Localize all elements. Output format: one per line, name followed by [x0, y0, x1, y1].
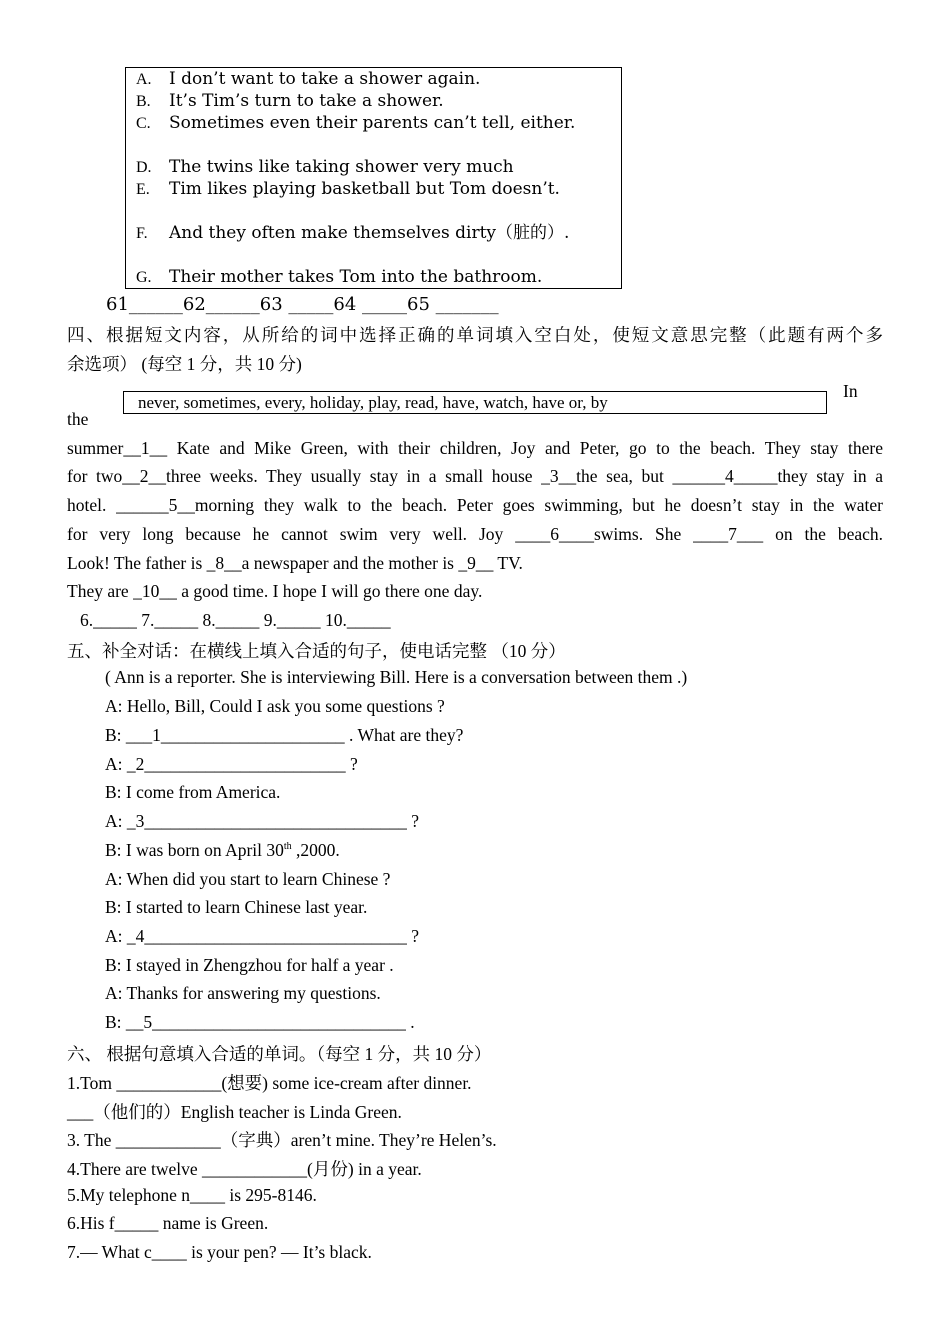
dialog-line-8: B: I started to learn Chinese last year. [105, 897, 368, 917]
fill-item-1: 1.Tom ____________(想要) some ice-cream after dinner. [67, 1073, 472, 1093]
passage-line-6: They are _10__ a good time. I hope I will go there one day. [67, 581, 483, 601]
dialog-line-11: A: Thanks for answering my questions. [105, 983, 381, 1003]
section4-answers: 6._____ 7._____ 8._____ 9._____ 10._____ [80, 610, 391, 630]
passage-line-2: for two__2__three weeks. They usually stay in a small house _3__the sea, but ______4_____they stay in a [67, 466, 883, 486]
dialog-line-5: A: _3______________________________ ? [105, 811, 420, 831]
section5-title: 五、补全对话：在横线上填入合适的句子，使电话完整 （10 分） [67, 641, 566, 661]
passage-line-3: hotel. ______5__morning they walk to the beach. Peter goes swimming, but he doesn’t stay in the water [67, 495, 883, 515]
fill-item-7: 7.— What c____ is your pen? — It’s black. [67, 1242, 372, 1262]
passage-line-4: for very long because he cannot swim very well. Joy ____6____swims. She ____7___ on the beach. [67, 524, 883, 544]
fill-item-5: 5.My telephone n____ is 295-8146. [67, 1185, 317, 1205]
option-c: C. Sometimes even their parents can’t tell, either. [136, 113, 576, 133]
fill-item-2: ___（他们的）English teacher is Linda Green. [67, 1102, 402, 1122]
dialog-line-9: A: _4______________________________ ? [105, 926, 420, 946]
option-f: F. And they often make themselves dirty（脏的）. [136, 223, 570, 243]
dialog-line-10: B: I stayed in Zhengzhou for half a year . [105, 955, 394, 975]
fill-item-3: 3. The ____________（字典）aren’t mine. They’re Helen’s. [67, 1130, 497, 1150]
dialog-line-2: B: ___1_____________________ . What are they? [105, 725, 464, 745]
dialog-line-6: B: I was born on April 30th ,2000. [105, 840, 340, 860]
section4-title: 四、根据短文内容，从所给的词中选择正确的单词填入空白处，使短文意思完整（此题有两个多 [67, 325, 883, 345]
option-g: G.Their mother takes Tom into the bathroom. [136, 267, 543, 287]
dialog-line-12: B: __5_____________________________ . [105, 1012, 415, 1032]
option-b: B. It’s Tim’s turn to take a shower. [136, 91, 444, 111]
word-bank: never, sometimes, every, holiday, play, read, have, watch, have or, by [123, 391, 827, 414]
dialog-line-4: B: I come from America. [105, 782, 281, 802]
section4-title-2: 余选项） (每空 1 分，共 10 分) [67, 354, 302, 374]
option-d: D.The twins like taking shower very much [136, 157, 514, 177]
answer-line-61-65: 61______62______63 _____64 _____65 _______ [106, 294, 499, 315]
fill-item-4: 4.There are twelve ____________(月份) in a year. [67, 1159, 422, 1179]
in-word: In [843, 381, 858, 401]
dialog-line-7: A: When did you start to learn Chinese ? [105, 869, 391, 889]
fill-item-6: 6.His f_____ name is Green. [67, 1213, 269, 1233]
passage-line-1: summer__1__ Kate and Mike Green, with their children, Joy and Peter, go to the beach. They stay there [67, 438, 883, 458]
dialog-line-3: A: _2_______________________ ? [105, 754, 358, 774]
option-e: E. Tim likes playing basketball but Tom doesn’t. [136, 179, 560, 199]
dialog-line-1: A: Hello, Bill, Could I ask you some questions ? [105, 696, 445, 716]
option-a: A. I don’t want to take a shower again. [136, 69, 481, 89]
passage-line-5: Look! The father is _8__a newspaper and the mother is _9__ TV. [67, 553, 523, 573]
section6-title: 六、 根据句意填入合适的单词。（每空 1 分，共 10 分） [67, 1044, 492, 1064]
the-word: the [67, 409, 89, 429]
dialog-intro: ( Ann is a reporter. She is interviewing Bill. Here is a conversation between them .) [105, 667, 688, 687]
